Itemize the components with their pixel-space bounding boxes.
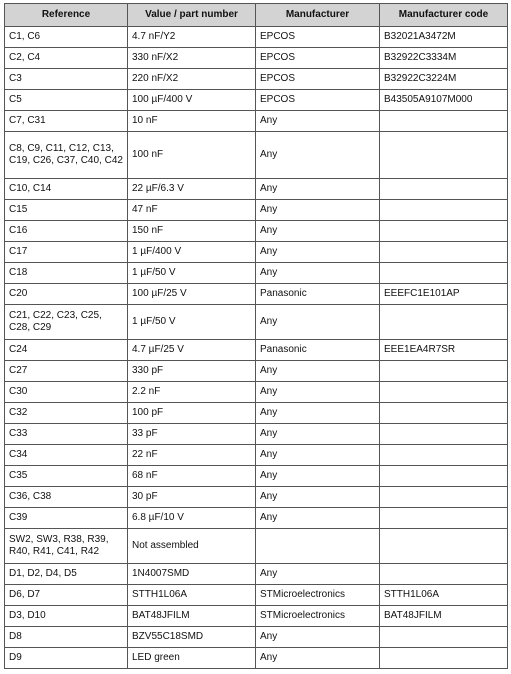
cell-value: 100 µF/400 V <box>128 90 256 111</box>
cell-manufacturer: Any <box>256 403 380 424</box>
cell-manufacturer-code <box>380 111 508 132</box>
cell-reference: C8, C9, C11, C12, C13, C19, C26, C37, C40, C42 <box>5 132 128 179</box>
table-row <box>5 564 508 585</box>
table-row <box>5 69 508 90</box>
cell-value: 1 µF/50 V <box>128 263 256 284</box>
table-row <box>5 200 508 221</box>
cell-manufacturer-code <box>380 242 508 263</box>
cell-value: BAT48JFILM <box>128 606 256 627</box>
cell-reference: C16 <box>5 221 128 242</box>
cell-reference: D3, D10 <box>5 606 128 627</box>
bom-table <box>4 3 508 669</box>
cell-manufacturer: Any <box>256 111 380 132</box>
header-manufacturer: Manufacturer <box>256 4 380 27</box>
cell-manufacturer: STMicroelectronics <box>256 606 380 627</box>
cell-reference: D9 <box>5 648 128 669</box>
cell-reference: D6, D7 <box>5 585 128 606</box>
cell-manufacturer: EPCOS <box>256 69 380 90</box>
cell-manufacturer: Any <box>256 132 380 179</box>
cell-value: Not assembled <box>128 529 256 564</box>
cell-value: 6.8 µF/10 V <box>128 508 256 529</box>
cell-value: 100 nF <box>128 132 256 179</box>
cell-value: 2.2 nF <box>128 382 256 403</box>
cell-manufacturer-code <box>380 564 508 585</box>
cell-manufacturer-code <box>380 403 508 424</box>
table-row <box>5 132 508 179</box>
table-row <box>5 648 508 669</box>
table-row <box>5 382 508 403</box>
cell-value: 1 µF/50 V <box>128 305 256 340</box>
cell-manufacturer: Any <box>256 627 380 648</box>
table-row <box>5 111 508 132</box>
cell-reference: C21, C22, C23, C25, C28, C29 <box>5 305 128 340</box>
cell-manufacturer-code <box>380 445 508 466</box>
cell-reference: C3 <box>5 69 128 90</box>
cell-manufacturer-code <box>380 424 508 445</box>
cell-value: 4.7 µF/25 V <box>128 340 256 361</box>
cell-manufacturer-code <box>380 200 508 221</box>
cell-value: BZV55C18SMD <box>128 627 256 648</box>
cell-manufacturer: EPCOS <box>256 90 380 111</box>
table-row <box>5 179 508 200</box>
cell-manufacturer: Any <box>256 242 380 263</box>
cell-manufacturer: EPCOS <box>256 48 380 69</box>
table-row <box>5 305 508 340</box>
cell-manufacturer: STMicroelectronics <box>256 585 380 606</box>
cell-manufacturer: Panasonic <box>256 284 380 305</box>
cell-manufacturer-code <box>380 648 508 669</box>
cell-reference: C39 <box>5 508 128 529</box>
table-row <box>5 242 508 263</box>
cell-manufacturer-code: B32922C3224M <box>380 69 508 90</box>
cell-value: 22 nF <box>128 445 256 466</box>
cell-manufacturer-code <box>380 487 508 508</box>
table-row <box>5 466 508 487</box>
cell-reference: C30 <box>5 382 128 403</box>
cell-manufacturer: Any <box>256 361 380 382</box>
cell-manufacturer: Any <box>256 648 380 669</box>
cell-manufacturer-code: EEE1EA4R7SR <box>380 340 508 361</box>
table-row <box>5 424 508 445</box>
cell-manufacturer-code <box>380 179 508 200</box>
cell-manufacturer-code: B43505A9107M000 <box>380 90 508 111</box>
cell-manufacturer-code <box>380 508 508 529</box>
table-row <box>5 361 508 382</box>
cell-reference: C34 <box>5 445 128 466</box>
cell-manufacturer-code: STTH1L06A <box>380 585 508 606</box>
cell-value: 1 µF/400 V <box>128 242 256 263</box>
cell-reference: C10, C14 <box>5 179 128 200</box>
cell-value: STTH1L06A <box>128 585 256 606</box>
cell-manufacturer-code: B32021A3472M <box>380 27 508 48</box>
table-body <box>5 27 508 669</box>
cell-reference: SW2, SW3, R38, R39, R40, R41, C41, R42 <box>5 529 128 564</box>
cell-manufacturer-code: B32922C3334M <box>380 48 508 69</box>
cell-manufacturer-code <box>380 466 508 487</box>
cell-manufacturer: Any <box>256 466 380 487</box>
cell-value: 330 nF/X2 <box>128 48 256 69</box>
table-row <box>5 221 508 242</box>
cell-reference: C15 <box>5 200 128 221</box>
cell-reference: C32 <box>5 403 128 424</box>
cell-value: 30 pF <box>128 487 256 508</box>
cell-reference: C7, C31 <box>5 111 128 132</box>
table-row <box>5 445 508 466</box>
bom-table-container <box>4 3 508 669</box>
table-row <box>5 585 508 606</box>
table-row <box>5 487 508 508</box>
cell-value: 150 nF <box>128 221 256 242</box>
cell-value: 100 pF <box>128 403 256 424</box>
cell-value: 330 pF <box>128 361 256 382</box>
cell-reference: C33 <box>5 424 128 445</box>
table-row <box>5 403 508 424</box>
cell-reference: C5 <box>5 90 128 111</box>
cell-reference: C2, C4 <box>5 48 128 69</box>
cell-manufacturer: EPCOS <box>256 27 380 48</box>
cell-manufacturer: Any <box>256 179 380 200</box>
cell-manufacturer: Any <box>256 445 380 466</box>
cell-manufacturer: Any <box>256 263 380 284</box>
cell-value: 33 pF <box>128 424 256 445</box>
cell-reference: C17 <box>5 242 128 263</box>
cell-manufacturer: Any <box>256 200 380 221</box>
cell-value: 22 µF/6.3 V <box>128 179 256 200</box>
cell-manufacturer-code <box>380 529 508 564</box>
cell-manufacturer-code <box>380 382 508 403</box>
cell-manufacturer: Any <box>256 508 380 529</box>
table-row <box>5 340 508 361</box>
cell-manufacturer-code <box>380 263 508 284</box>
cell-reference: C35 <box>5 466 128 487</box>
cell-manufacturer: Any <box>256 564 380 585</box>
table-row <box>5 48 508 69</box>
header-row <box>5 4 508 27</box>
table-row <box>5 627 508 648</box>
table-row <box>5 529 508 564</box>
cell-manufacturer: Panasonic <box>256 340 380 361</box>
cell-value: 100 µF/25 V <box>128 284 256 305</box>
table-row <box>5 606 508 627</box>
cell-manufacturer-code: BAT48JFILM <box>380 606 508 627</box>
cell-value: 220 nF/X2 <box>128 69 256 90</box>
cell-value: LED green <box>128 648 256 669</box>
cell-manufacturer-code <box>380 305 508 340</box>
table-row <box>5 284 508 305</box>
table-row <box>5 90 508 111</box>
cell-reference: C36, C38 <box>5 487 128 508</box>
cell-value: 47 nF <box>128 200 256 221</box>
cell-manufacturer: Any <box>256 382 380 403</box>
cell-manufacturer: Any <box>256 487 380 508</box>
cell-value: 10 nF <box>128 111 256 132</box>
cell-manufacturer-code <box>380 627 508 648</box>
cell-manufacturer: Any <box>256 221 380 242</box>
cell-manufacturer-code <box>380 132 508 179</box>
table-row <box>5 27 508 48</box>
cell-manufacturer: Any <box>256 424 380 445</box>
cell-manufacturer-code <box>380 361 508 382</box>
cell-manufacturer <box>256 529 380 564</box>
header-reference: Reference <box>5 4 128 27</box>
header-manufacturer-code: Manufacturer code <box>380 4 508 27</box>
cell-reference: C20 <box>5 284 128 305</box>
cell-reference: C18 <box>5 263 128 284</box>
cell-manufacturer-code <box>380 221 508 242</box>
cell-manufacturer: Any <box>256 305 380 340</box>
cell-value: 4.7 nF/Y2 <box>128 27 256 48</box>
cell-reference: C1, C6 <box>5 27 128 48</box>
header-value: Value / part number <box>128 4 256 27</box>
cell-reference: D1, D2, D4, D5 <box>5 564 128 585</box>
cell-reference: D8 <box>5 627 128 648</box>
table-row <box>5 508 508 529</box>
cell-manufacturer-code: EEEFC1E101AP <box>380 284 508 305</box>
cell-value: 1N4007SMD <box>128 564 256 585</box>
table-row <box>5 263 508 284</box>
cell-reference: C24 <box>5 340 128 361</box>
cell-reference: C27 <box>5 361 128 382</box>
cell-value: 68 nF <box>128 466 256 487</box>
